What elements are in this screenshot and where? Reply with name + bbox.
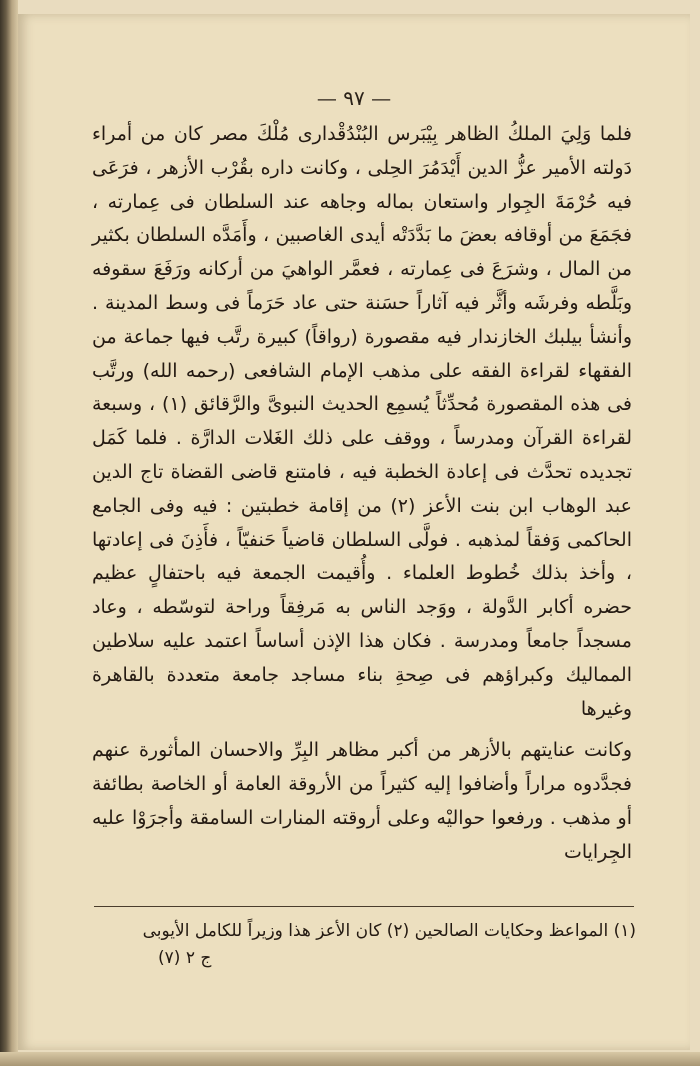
book-spine-edge — [0, 0, 18, 1066]
page-number: — ٩٧ — — [316, 86, 392, 110]
footnotes — [92, 916, 636, 946]
paragraph-1: فلما وَلِيَ الملكُ الظاهر بِيْبَرس البُنْدُقْدارى مُلْكَ مصر كان من أمراء دَولته الأمير عزُّ الدين أَيْدَمُرَ الحِلى ، وكانت داره بقُرْب الأزهر ، فرَعَى فيه حُرْمَةَ الجِوار واستعان بماله وجاهه عند السلطان فى عِمارته ، فجَمَعَ من أوقافه بعضَ ما بَدَّدَتْه أيدى الغاصبين ، وأَمَدَّه السلطان بكثير من المال ، وشرَعَ فى عِمارته ، فعمَّر الواهيَ من أركانه ورَفَعَ سقوفه وبَلَّطه وفرشَه وأثَّر فيه آثاراً حسَنة حتى عاد حَرَماً فى وسط المدينة . وأنشأ بيلبك الخازندار فيه مقصورة (رواقاً) كبيرة رتَّب فيها جماعة من الفقهاء لقراءة الفقه على مذهب الإمام الشافعى (رحمه الله) ورتَّب فى هذه المقصورة مُحدِّثاً يُسمِع الحديث النبوىَّ والرَّقائق (١) ، وسبعة لقراءة القرآن ومدرساً ، ووقف على ذلك الغَلات الدارَّة . فلما كَمَل تجديده تحدَّث فى إعادة الخطبة فيه ، فامتنع قاضى القضاة تاج الدين عبد الوهاب ابن بنت الأعز (٢) من إقامة خطبتين : فيه وفى الجامع الحاكمى وَفقاً لمذهبه . فولَّى السلطان قاضياً حَنفيّاً ، فأَذِنَ فى إعادتها ، وأخذ بذلك خُطوط العلماء . وأُقيمت الجمعة فيه باحتفالٍ عظيم حضره أكابر الدَّولة ، ووَجد الناس به مَرفِقاً وراحة لتوسّطه ، وعاد مسجداً جامعاً ومدرسة . فكان هذا الإذن أساساً اعتمد عليه سلاطين المماليك وكبراؤهم فى صِحةِ بناء مساجد جامعة متعددة بالقاهرة وغيرها — [92, 123, 632, 720]
body-text — [92, 118, 632, 870]
footnote-divider — [94, 906, 634, 907]
signature-mark: ج ٢ (٧) — [158, 948, 212, 968]
footnote-line: (١) المواعظ وحكايات الصالحين (٢) كان الأعز هذا وزيراً للكامل الأيوبى — [142, 921, 636, 941]
paragraph-2: وكانت عنايتهم بالأزهر من أكبر مظاهر البِرِّ والاحسان المأثورة عنهم فجدَّدوه مراراً وأضافوا إليه كثيراً من الأروقة العامة أو الخاصة بطائفة أو مذهب . ورفعوا حواليْه وعلى أروقته المنارات السامقة وأجرَوْا عليه الجِرايات — [92, 739, 632, 863]
page-bottom-edge — [0, 1052, 700, 1066]
